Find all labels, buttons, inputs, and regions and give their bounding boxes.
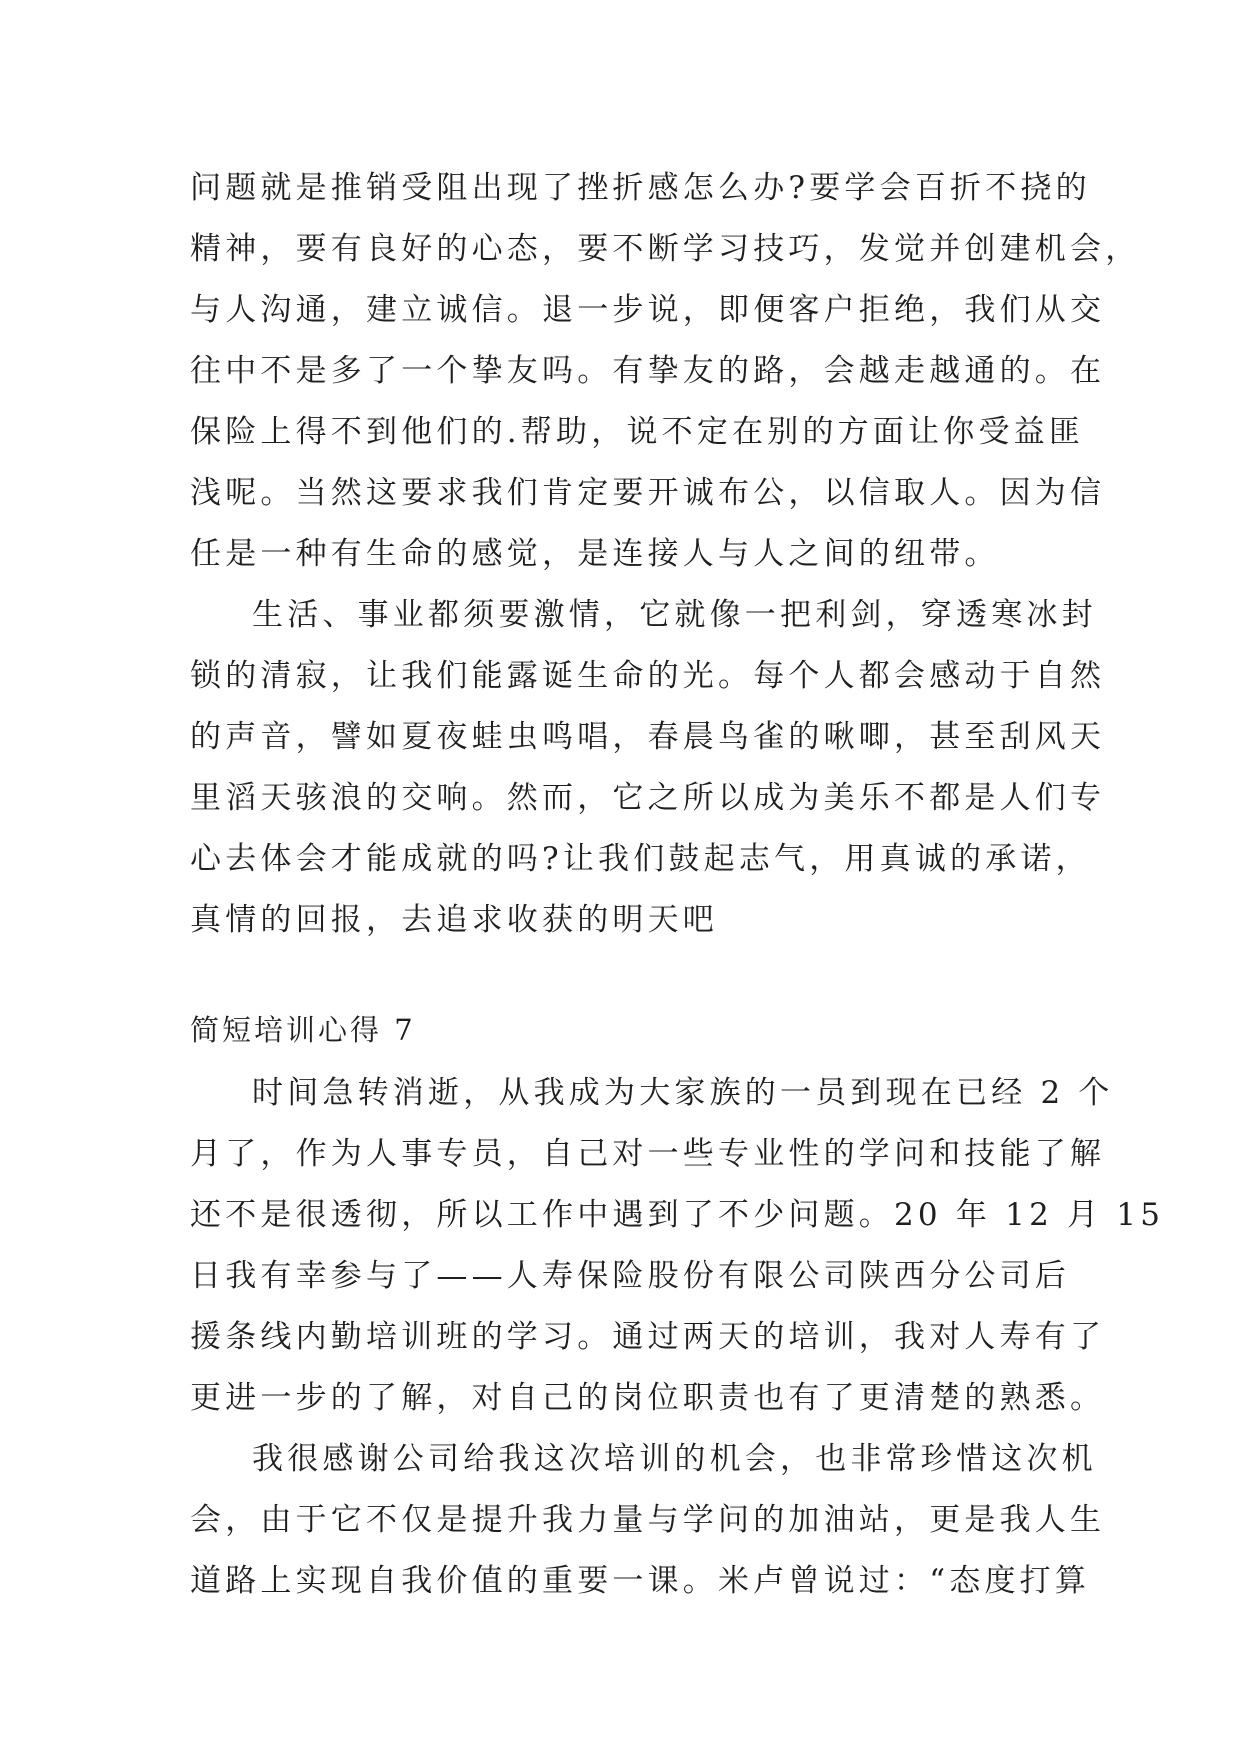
paragraph-2-line-5: 心去体会才能成就的吗?让我们鼓起志气，用真诚的承诺， [190,841,1091,877]
paragraph-2-line-4: 里滔天骇浪的交响。然而，它之所以成为美乐不都是人们专 [190,780,1106,816]
paragraph-1-line-1: 问题就是推销受阻出现了挫折感怎么办?要学会百折不挠的 [190,170,1091,206]
paragraph-3-line-3: 还不是很透彻，所以工作中遇到了不少问题。20 年 12 月 15 [190,1197,1165,1233]
paragraph-3-line-4: 日我有幸参与了——人寿保险股份有限公司陕西分公司后 [190,1258,1070,1294]
section-title: 简短培训心得 7 [190,1013,416,1047]
paragraph-4-line-2: 会，由于它不仅是提升我力量与学问的加油站，更是我人生 [190,1502,1106,1538]
paragraph-3-line-6: 更进一步的了解，对自己的岗位职责也有了更清楚的熟悉。 [190,1380,1106,1416]
paragraph-1-line-6: 浅呢。当然这要求我们肯定要开诚布公，以信取人。因为信 [190,475,1106,511]
paragraph-3-line-2: 月了，作为人事专员，自己对一些专业性的学问和技能了解 [190,1136,1106,1172]
paragraph-4-line-1: 我很感谢公司给我这次培训的机会，也非常珍惜这次机 [252,1441,1097,1477]
paragraph-2-line-3: 的声音，譬如夏夜蛙虫鸣唱，春晨鸟雀的啾唧，甚至刮风天 [190,719,1106,755]
paragraph-4-line-3: 道路上实现自我价值的重要一课。米卢曾说过：“态度打算 [190,1563,1091,1599]
paragraph-2-line-2: 锁的清寂，让我们能露诞生命的光。每个人都会感动于自然 [190,658,1106,694]
paragraph-2-line-1: 生活、事业都须要激情，它就像一把利剑，穿透寒冰封 [252,597,1097,633]
paragraph-3-line-1: 时间急转消逝，从我成为大家族的一员到现在已经 2 个 [252,1075,1114,1111]
paragraph-3-line-5: 援条线内勤培训班的学习。通过两天的培训，我对人寿有了 [190,1319,1106,1355]
paragraph-1-line-2: 精神，要有良好的心态，要不断学习技巧，发觉并创建机会， [190,231,1141,267]
paragraph-1-line-7: 任是一种有生命的感觉，是连接人与人之间的纽带。 [190,536,1000,572]
paragraph-2-line-6: 真情的回报，去追求收获的明天吧 [190,902,718,938]
paragraph-1-line-4: 往中不是多了一个挚友吗。有挚友的路，会越走越通的。在 [190,353,1106,389]
paragraph-1-line-3: 与人沟通，建立诚信。退一步说，即便客户拒绝，我们从交 [190,292,1106,328]
paragraph-1-line-5: 保险上得不到他们的.帮助，说不定在别的方面让你受益匪 [190,414,1085,450]
